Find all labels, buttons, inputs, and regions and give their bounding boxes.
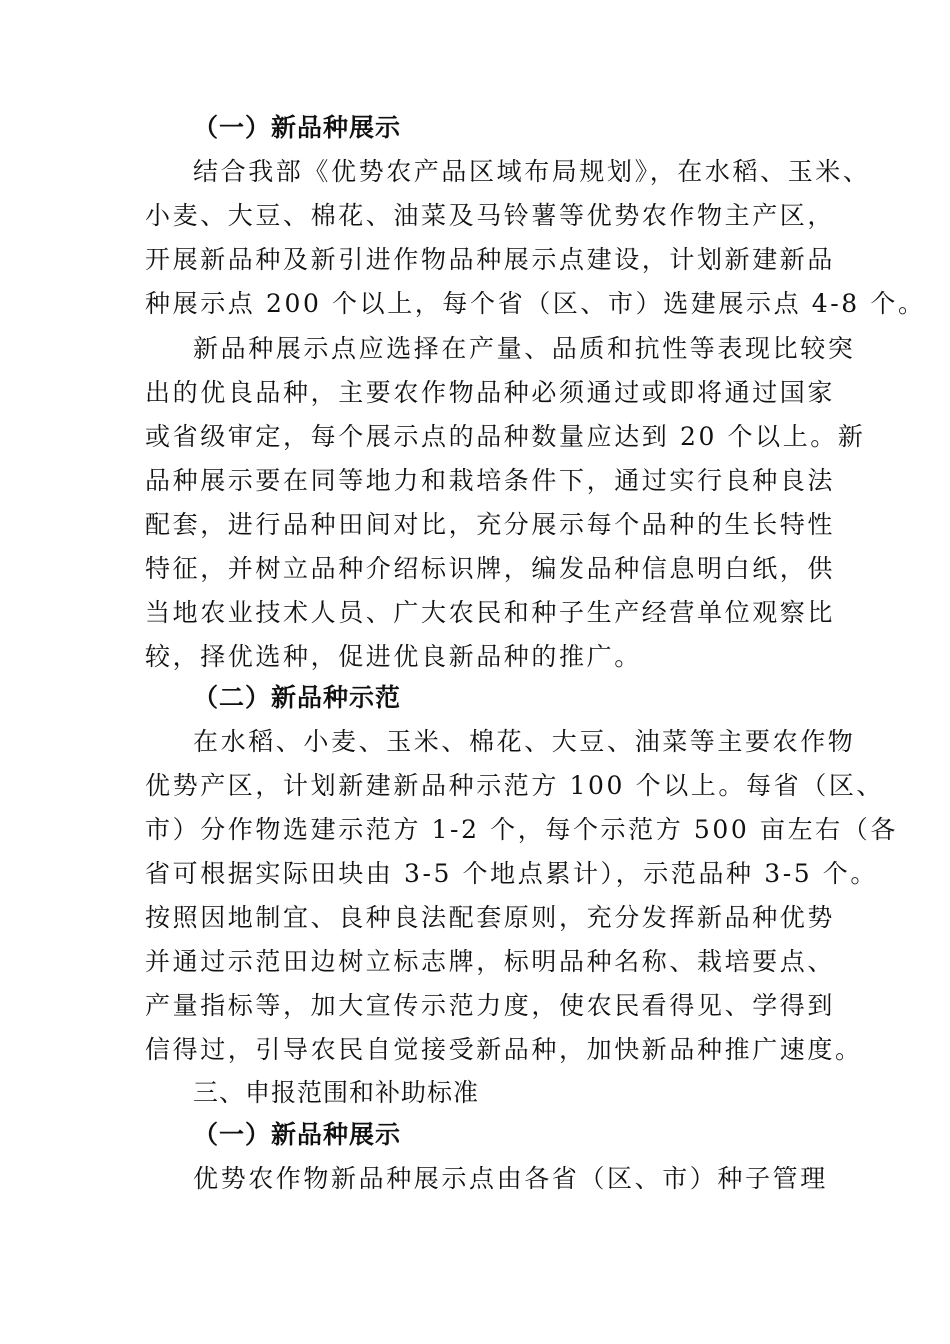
paragraph-line: 开展新品种及新引进作物品种展示点建设，计划新建新品 [145, 245, 836, 274]
paragraph-line: 特征，并树立品种介绍标识牌，编发品种信息明白纸，供 [145, 554, 836, 583]
paragraph-line: 省可根据实际田块由 3-5 个地点累计），示范品种 3-5 个。 [145, 859, 879, 888]
paragraph-line: 信得过，引导农民自觉接受新品种，加快新品种推广速度。 [145, 1035, 863, 1064]
paragraph-line: 小麦、大豆、棉花、油菜及马铃薯等优势农作物主产区， [145, 201, 836, 230]
paragraph-line: 品种展示要在同等地力和栽培条件下，通过实行良种良法 [145, 466, 836, 495]
paragraph-line: 产量指标等，加大宣传示范力度，使农民看得见、学得到 [145, 991, 836, 1020]
paragraph-line: 按照因地制宜、良种良法配套原则，充分发挥新品种优势 [145, 903, 836, 932]
paragraph-line: 配套，进行品种田间对比，充分展示每个品种的生长特性 [145, 510, 836, 539]
paragraph-line: 出的优良品种，主要农作物品种必须通过或即将通过国家 [145, 378, 836, 407]
paragraph-line: 市）分作物选建示范方 1-2 个，每个示范方 500 亩左右（各 [145, 815, 898, 844]
subheading-new-variety-demonstration: （二）新品种示范 [193, 683, 402, 712]
paragraph-line: 新品种展示点应选择在产量、品质和抗性等表现比较突 [193, 334, 856, 363]
paragraph-line: 优势农作物新品种展示点由各省（区、市）种子管理 [193, 1164, 828, 1193]
paragraph-line: 较，择优选种，促进优良新品种的推广。 [145, 642, 642, 671]
paragraph-line: 或省级审定，每个展示点的品种数量应达到 20 个以上。新 [145, 422, 866, 451]
subheading-new-variety-display: （一）新品种展示 [193, 113, 402, 142]
paragraph-line: 当地农业技术人员、广大农民和种子生产经营单位观察比 [145, 598, 836, 627]
paragraph-line: 结合我部《优势农产品区域布局规划》，在水稻、玉米、 [193, 157, 871, 186]
paragraph-line: 优势产区，计划新建新品种示范方 100 个以上。每省（区、 [145, 771, 885, 800]
paragraph-line: 并通过示范田边树立标志牌，标明品种名称、栽培要点、 [145, 947, 836, 976]
paragraph-line: 在水稻、小麦、玉米、棉花、大豆、油菜等主要农作物 [193, 727, 856, 756]
subheading-new-variety-display: （一）新品种展示 [193, 1120, 402, 1149]
section-heading-scope-and-subsidy: 三、申报范围和补助标准 [193, 1078, 480, 1107]
paragraph-line: 种展示点 200 个以上，每个省（区、市）选建展示点 4-8 个。 [145, 289, 926, 318]
